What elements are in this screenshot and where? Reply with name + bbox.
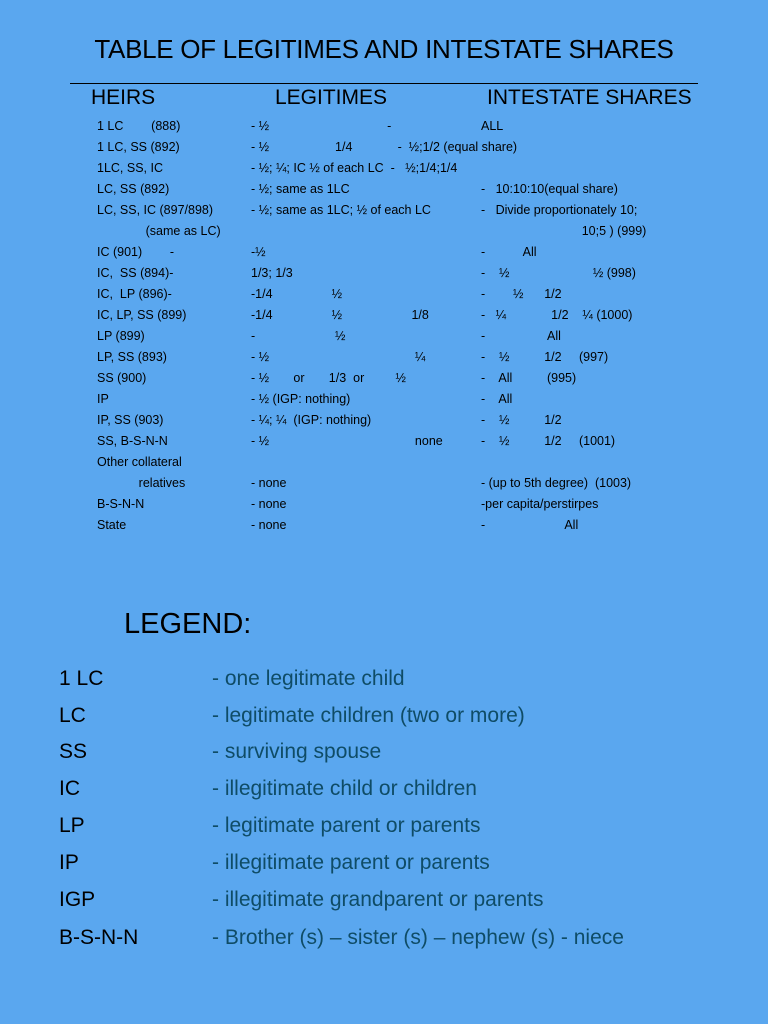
table-row bbox=[0, 515, 768, 536]
heir-cell: State bbox=[97, 518, 127, 532]
legend-definition: - illegitimate parent or parents bbox=[212, 851, 490, 874]
legend-item bbox=[0, 774, 768, 804]
heir-cell: IP bbox=[97, 392, 109, 406]
table-row bbox=[0, 368, 768, 389]
intestate-cell: - ¼ 1/2 ¼ (1000) bbox=[481, 308, 633, 322]
heir-cell: Other collateral bbox=[97, 455, 182, 469]
table-row bbox=[0, 410, 768, 431]
heir-cell: 1 LC, SS (892) bbox=[97, 140, 180, 154]
col-header-heirs: HEIRS bbox=[91, 86, 156, 109]
table-row bbox=[0, 473, 768, 494]
col-header-legitimes: LEGITIMES bbox=[275, 86, 388, 109]
legend-item bbox=[0, 885, 768, 915]
legend-title: LEGEND: bbox=[124, 608, 252, 640]
legitime-cell: - ½ bbox=[251, 329, 346, 343]
intestate-cell: - (up to 5th degree) (1003) bbox=[481, 476, 632, 490]
legend-definition: - legitimate children (two or more) bbox=[212, 704, 525, 727]
heir-cell: 1 LC (888) bbox=[97, 119, 181, 133]
legitime-cell: -1/4 ½ bbox=[251, 287, 343, 301]
heir-cell: IC, LP (896)- bbox=[97, 287, 172, 301]
table-row bbox=[0, 494, 768, 515]
legend-item bbox=[0, 811, 768, 841]
table-row bbox=[0, 116, 768, 137]
legitime-cell: - none bbox=[251, 476, 287, 490]
table-row bbox=[0, 242, 768, 263]
legitime-cell: - none bbox=[251, 497, 287, 511]
heir-cell: LC, SS (892) bbox=[97, 182, 170, 196]
legend-item bbox=[0, 701, 768, 731]
legitime-cell: -1/4 ½ 1/8 bbox=[251, 308, 429, 322]
legend-definition: - illegitimate child or children bbox=[212, 777, 477, 800]
heir-cell: IC (901) - bbox=[97, 245, 175, 259]
legend-abbr: LC bbox=[59, 704, 86, 727]
table-row bbox=[0, 305, 768, 326]
intestate-cell: -per capita/perstirpes bbox=[481, 497, 599, 511]
legitime-cell: - none bbox=[251, 518, 287, 532]
legitime-cell: 1/3; 1/3 bbox=[251, 266, 293, 280]
legitime-cell: - ½; same as 1LC bbox=[251, 182, 350, 196]
table-row bbox=[0, 200, 768, 221]
table-row bbox=[0, 263, 768, 284]
col-header-intestate: INTESTATE SHARES bbox=[487, 86, 692, 109]
intestate-cell: - 10:10:10(equal share) bbox=[481, 182, 618, 196]
heir-cell: LC, SS, IC (897/898) bbox=[97, 203, 214, 217]
intestate-cell: - ½ 1/2 (1001) bbox=[481, 434, 616, 448]
heir-cell: B-S-N-N bbox=[97, 497, 145, 511]
intestate-cell: - All bbox=[481, 518, 579, 532]
intestate-cell: ALL bbox=[481, 119, 504, 133]
intestate-cell: - All (995) bbox=[481, 371, 577, 385]
legend-item bbox=[0, 737, 768, 767]
heir-cell: IC, SS (894)- bbox=[97, 266, 174, 280]
legitime-cell: - ½; same as 1LC; ½ of each LC bbox=[251, 203, 431, 217]
table-row bbox=[0, 221, 768, 242]
legend-definition: - Brother (s) – sister (s) – nephew (s) - niece bbox=[212, 926, 624, 949]
table-row bbox=[0, 179, 768, 200]
intestate-cell: 10;5 ) (999) bbox=[481, 224, 647, 238]
heir-cell: IP, SS (903) bbox=[97, 413, 164, 427]
shares-table bbox=[0, 116, 768, 536]
table-row bbox=[0, 452, 768, 473]
intestate-cell: - All bbox=[481, 329, 561, 343]
legend-definition: - surviving spouse bbox=[212, 740, 382, 763]
legitime-cell: - ½ none bbox=[251, 434, 443, 448]
intestate-cell: - ½ 1/2 bbox=[481, 287, 562, 301]
table-row bbox=[0, 158, 768, 179]
legend-abbr: B-S-N-N bbox=[59, 926, 139, 949]
legend-abbr: IP bbox=[59, 851, 79, 874]
heir-cell: relatives bbox=[97, 476, 186, 490]
table-row bbox=[0, 431, 768, 452]
legitime-cell: - ¼; ¼ (IGP: nothing) bbox=[251, 413, 372, 427]
intestate-cell: - All bbox=[481, 392, 513, 406]
legitime-cell: -½ bbox=[251, 245, 266, 259]
legend-definition: - one legitimate child bbox=[212, 667, 405, 690]
legitime-cell: - ½ (IGP: nothing) bbox=[251, 392, 351, 406]
legend-definition: - legitimate parent or parents bbox=[212, 814, 481, 837]
legitime-cell: - ½ - bbox=[251, 119, 392, 133]
legitime-cell: - ½ ¼ bbox=[251, 350, 426, 364]
intestate-cell: - Divide proportionately 10; bbox=[481, 203, 638, 217]
table-row bbox=[0, 389, 768, 410]
heir-cell: IC, LP, SS (899) bbox=[97, 308, 187, 322]
legitime-cell: - ½; ¼; IC ½ of each LC - ½;1/4;1/4 bbox=[251, 161, 458, 175]
legend-definition: - illegitimate grandparent or parents bbox=[212, 888, 544, 911]
legend-abbr: IGP bbox=[59, 888, 96, 911]
legend-abbr: LP bbox=[59, 814, 85, 837]
legitime-cell: - ½ or 1/3 or ½ bbox=[251, 371, 406, 385]
page-title: TABLE OF LEGITIMES AND INTESTATE SHARES bbox=[94, 34, 674, 64]
legend-item bbox=[0, 923, 768, 953]
heir-cell: LP, SS (893) bbox=[97, 350, 167, 364]
heir-cell: 1LC, SS, IC bbox=[97, 161, 163, 175]
heir-cell: LP (899) bbox=[97, 329, 145, 343]
legend-item bbox=[0, 664, 768, 694]
legend-item bbox=[0, 848, 768, 878]
table-row bbox=[0, 137, 768, 158]
heir-cell: SS (900) bbox=[97, 371, 147, 385]
table-row bbox=[0, 284, 768, 305]
intestate-cell: - ½ ½ (998) bbox=[481, 266, 636, 280]
heir-cell: (same as LC) bbox=[97, 224, 221, 238]
header-divider bbox=[70, 83, 698, 84]
legitime-cell: - ½ 1/4 - ½;1/2 (equal share) bbox=[251, 140, 518, 154]
table-row bbox=[0, 326, 768, 347]
intestate-cell: - All bbox=[481, 245, 537, 259]
heir-cell: SS, B-S-N-N bbox=[97, 434, 168, 448]
intestate-cell: - ½ 1/2 bbox=[481, 413, 562, 427]
intestate-cell: - ½ 1/2 (997) bbox=[481, 350, 609, 364]
legend-abbr: SS bbox=[59, 740, 88, 763]
table-row bbox=[0, 347, 768, 368]
legend-abbr: IC bbox=[59, 777, 80, 800]
legend-abbr: 1 LC bbox=[59, 667, 104, 690]
